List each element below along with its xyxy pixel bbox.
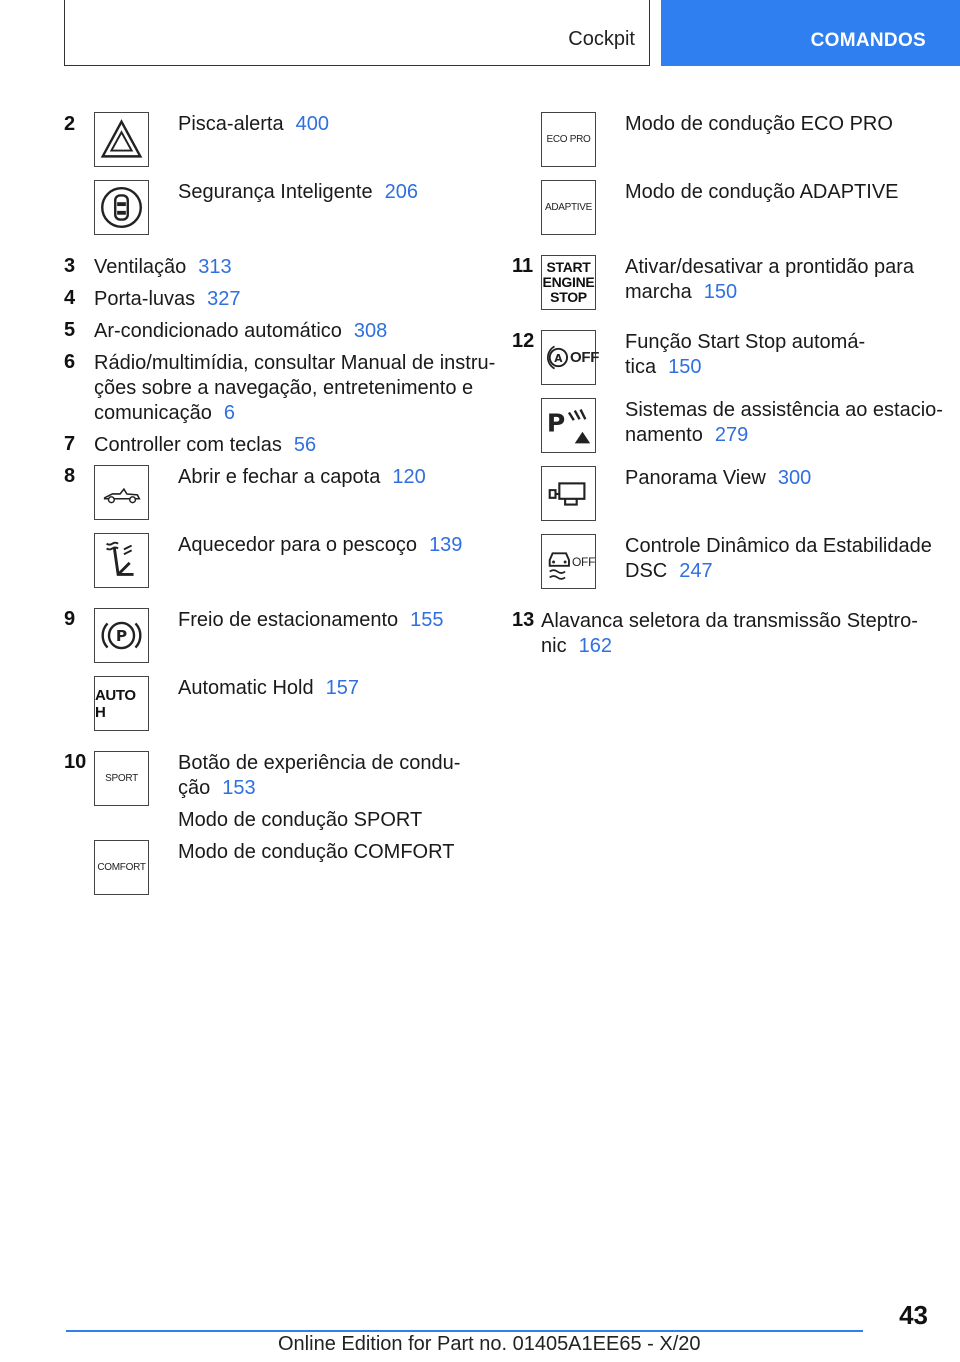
item-number-4: 4	[64, 287, 76, 309]
item-number-12: 12	[512, 330, 535, 352]
page-link[interactable]: 300	[777, 467, 812, 489]
hazard-entry: Pisca-alerta 400	[178, 113, 329, 135]
page-link[interactable]: 153	[222, 777, 256, 799]
page-link[interactable]: 155	[410, 609, 444, 631]
page-link[interactable]: 56	[293, 434, 317, 456]
comfort-mode-entry: Modo de condução COMFORT	[178, 841, 455, 863]
intelligent-safety-entry: Segurança Inteligente 206	[178, 181, 418, 203]
selector-lever-entry: Alavanca seletora da transmissão Steptro- nic 162	[541, 610, 918, 657]
intelligent-safety-icon	[94, 180, 149, 235]
item-number-2: 2	[64, 113, 76, 135]
start-stop-entry: Ativar/desativar a prontidão para marcha 150	[625, 256, 915, 303]
page-link[interactable]: 150	[668, 356, 702, 378]
page-link[interactable]: 120	[392, 466, 426, 488]
page-number: 43	[899, 1300, 928, 1330]
hazard-warning-icon	[94, 112, 149, 167]
roof-entry: Abrir e fechar a capota 120	[178, 466, 426, 488]
item-number-8: 8	[64, 465, 76, 487]
svg-text:P: P	[115, 626, 128, 645]
auto-start-stop-entry: Função Start Stop automá- tica 150	[625, 331, 866, 378]
page-link[interactable]: 308	[353, 320, 388, 342]
page-link[interactable]: 139	[429, 534, 463, 556]
auto-hold-entry: Automatic Hold 157	[178, 677, 359, 699]
start-stop-button-icon: START ENGINE STOP	[541, 255, 596, 310]
footer-divider	[66, 1330, 863, 1332]
panorama-view-icon	[541, 466, 596, 521]
page-link[interactable]: 313	[198, 256, 232, 278]
page-link[interactable]: 279	[714, 424, 749, 446]
eco-pro-entry: Modo de condução ECO PRO	[625, 113, 893, 135]
controller-entry: Controller com teclas 56	[94, 434, 317, 456]
driving-experience-entry: Botão de experiência de condu- ção 153	[178, 752, 461, 799]
item-number-7: 7	[64, 433, 76, 455]
item-number-11: 11	[512, 255, 534, 277]
dsc-off-icon: OFF	[541, 534, 596, 589]
item-number-9: 9	[64, 608, 76, 630]
parking-assist-entry: Sistemas de assistência ao estacio- namento 279	[625, 399, 943, 446]
page-link[interactable]: 247	[679, 560, 713, 582]
footer-edition: Online Edition for Part no. 01405A1EE65 - X/20	[278, 1333, 701, 1355]
glovebox-entry: Porta-luvas 327	[94, 288, 241, 310]
comfort-mode-icon: COMFORT	[94, 840, 149, 895]
page-link[interactable]: 327	[207, 288, 241, 310]
svg-text:P: P	[546, 408, 566, 438]
page-link[interactable]: 157	[325, 677, 359, 699]
page-link[interactable]: 6	[223, 402, 235, 424]
header-section-box	[64, 0, 650, 66]
header-category-tab[interactable]	[661, 0, 960, 66]
item-number-3: 3	[64, 255, 76, 277]
auto-hold-icon: AUTO H	[94, 676, 149, 731]
dsc-entry: Controle Dinâmico da Estabilidade DSC 247	[625, 535, 932, 582]
ac-entry: Ar-condicionado automático 308	[94, 320, 388, 342]
item-number-10: 10	[64, 751, 87, 773]
sport-mode-icon: SPORT	[94, 751, 149, 806]
item-number-13: 13	[512, 609, 535, 631]
neck-warmer-entry: Aquecedor para o pescoço 139	[178, 534, 463, 556]
parking-brake-entry: Freio de estacionamento 155	[178, 609, 444, 631]
page-link[interactable]: 206	[384, 181, 418, 203]
sport-mode-entry: Modo de condução SPORT	[178, 809, 423, 831]
adaptive-mode-icon: ADAPTIVE	[541, 180, 596, 235]
item-number-6: 6	[64, 351, 76, 373]
page-link[interactable]: 162	[578, 635, 612, 657]
page-link[interactable]: 400	[295, 113, 329, 135]
ventilation-entry: Ventilação 313	[94, 256, 232, 278]
adaptive-mode-entry: Modo de condução ADAPTIVE	[625, 181, 899, 203]
parking-assist-icon	[541, 398, 596, 453]
svg-text:A: A	[554, 352, 563, 365]
page-link[interactable]: 150	[703, 281, 738, 303]
parking-brake-icon	[94, 608, 149, 663]
auto-start-stop-off-icon: A OFF	[541, 330, 596, 385]
eco-pro-icon: ECO PRO	[541, 112, 596, 167]
item-number-5: 5	[64, 319, 76, 341]
convertible-roof-icon	[94, 465, 149, 520]
neck-warmer-icon	[94, 533, 149, 588]
panorama-view-entry: Panorama View 300	[625, 467, 812, 489]
header-section-title: Cockpit	[568, 28, 635, 50]
radio-entry: Rádio/multimídia, consultar Manual de instru- ções sobre a navegação, entretenimento e comunicação 6	[94, 352, 496, 424]
header-category-label: COMANDOS	[810, 30, 926, 51]
